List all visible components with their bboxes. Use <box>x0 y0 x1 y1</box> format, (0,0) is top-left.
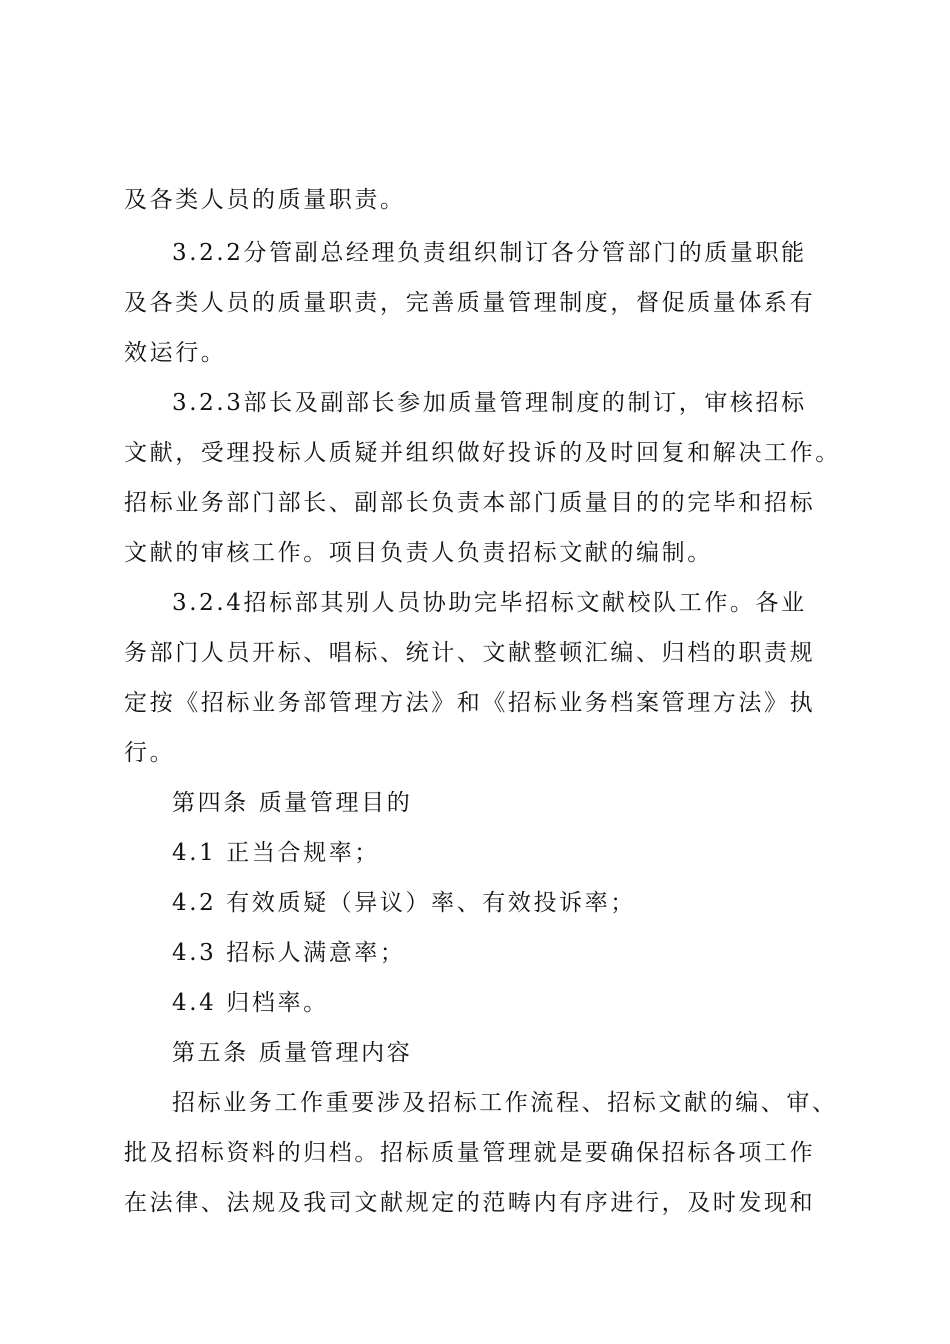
paragraph-line: 定按《招标业务部管理方法》和《招标业务档案管理方法》执 <box>124 690 816 716</box>
list-item: 4.4 归档率。 <box>172 990 329 1016</box>
paragraph-line: 务部门人员开标、唱标、统计、文献整顿汇编、归档的职责规 <box>124 640 816 666</box>
paragraph-line: 3.2.4招标部其别人员协助完毕招标文献校队工作。各业 <box>172 590 807 616</box>
list-item: 4.3 招标人满意率； <box>172 940 406 966</box>
section-heading: 第五条 质量管理内容 <box>172 1040 413 1066</box>
list-item: 4.1 正当合规率； <box>172 840 380 866</box>
paragraph-line: 在法律、法规及我司文献规定的范畴内有序进行，及时发现和 <box>124 1190 816 1216</box>
paragraph-line: 招标业务部门部长、副部长负责本部门质量目的的完毕和招标 <box>124 490 816 516</box>
paragraph-line: 及各类人员的质量职责。 <box>124 187 406 213</box>
section-heading: 第四条 质量管理目的 <box>172 790 413 816</box>
list-item: 4.2 有效质疑（异议）率、有效投诉率； <box>172 890 636 916</box>
paragraph-line: 及各类人员的质量职责，完善质量管理制度，督促质量体系有 <box>124 290 816 316</box>
paragraph-line: 效运行。 <box>124 340 227 366</box>
paragraph-line: 招标业务工作重要涉及招标工作流程、招标文献的编、审、 <box>172 1090 838 1116</box>
paragraph-line: 文献，受理投标人质疑并组织做好投诉的及时回复和解决工作。 <box>124 440 841 466</box>
paragraph-line: 批及招标资料的归档。招标质量管理就是要确保招标各项工作 <box>124 1140 816 1166</box>
paragraph-line: 文献的审核工作。项目负责人负责招标文献的编制。 <box>124 540 713 566</box>
paragraph-line: 3.2.2分管副总经理负责组织制订各分管部门的质量职能 <box>172 240 807 266</box>
paragraph-line: 3.2.3部长及副部长参加质量管理制度的制订，审核招标 <box>172 390 807 416</box>
paragraph-line: 行。 <box>124 740 176 766</box>
